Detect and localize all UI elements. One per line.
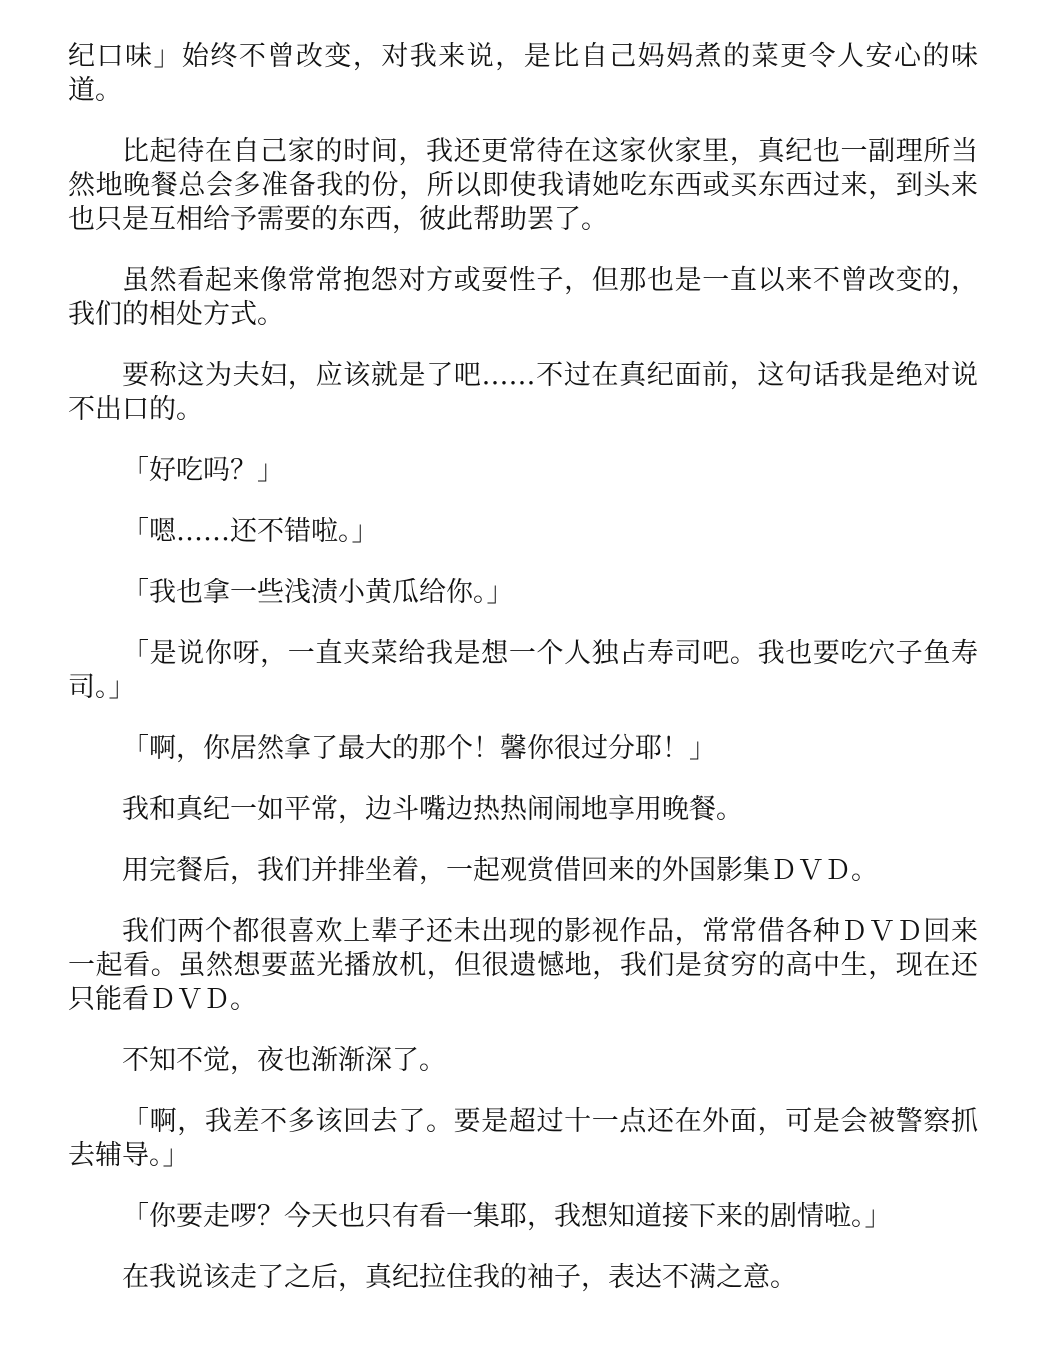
paragraph: 不知不觉，夜也渐渐深了。 xyxy=(122,1045,446,1076)
dialogue-line: 「我也拿一些浅渍小黄瓜给你。」 xyxy=(122,577,514,608)
paragraph: 在我说该走了之后，真纪拉住我的袖子，表达不满之意。 xyxy=(122,1262,797,1293)
paragraph-continued: 纪口味」始终不曾改变，对我来说，是比自己妈妈煮的菜更令人安心的味道。 xyxy=(68,41,978,106)
dialogue-line: 「啊，你居然拿了最大的那个！馨你很过分耶！」 xyxy=(122,733,716,764)
paragraph: 比起待在自己家的时间，我还更常待在这家伙家里，真纪也一副理所当然地晚餐总会多准备我的份，所以即使我请她吃东西或买东西过来，到头来也只是互相给予需要的东西，彼此帮助罢了。 xyxy=(68,136,978,235)
paragraph: 要称这为夫妇，应该就是了吧……不过在真纪面前，这句话我是绝对说不出口的。 xyxy=(68,360,978,425)
paragraph: 虽然看起来像常常抱怨对方或耍性子，但那也是一直以来不曾改变的，我们的相处方式。 xyxy=(68,265,978,330)
dialogue-line: 「是说你呀，一直夹菜给我是想一个人独占寿司吧。我也要吃穴子鱼寿司。」 xyxy=(68,638,978,703)
paragraph: 我和真纪一如平常，边斗嘴边热热闹闹地享用晚餐。 xyxy=(122,794,743,825)
paragraph: 我们两个都很喜欢上辈子还未出现的影视作品，常常借各种ＤＶＤ回来一起看。虽然想要蓝光播放机，但很遗憾地，我们是贫穷的高中生，现在还只能看ＤＶＤ。 xyxy=(68,916,978,1015)
dialogue-line: 「啊，我差不多该回去了。要是超过十一点还在外面，可是会被警察抓去辅导。」 xyxy=(68,1106,978,1171)
document-page xyxy=(68,40,978,1322)
paragraph: 用完餐后，我们并排坐着，一起观赏借回来的外国影集ＤＶＤ。 xyxy=(122,855,878,886)
dialogue-line: 「好吃吗？」 xyxy=(122,455,284,486)
dialogue-line: 「嗯……还不错啦。」 xyxy=(122,516,379,547)
dialogue-line: 「你要走啰？今天也只有看一集耶，我想知道接下来的剧情啦。」 xyxy=(122,1201,892,1232)
